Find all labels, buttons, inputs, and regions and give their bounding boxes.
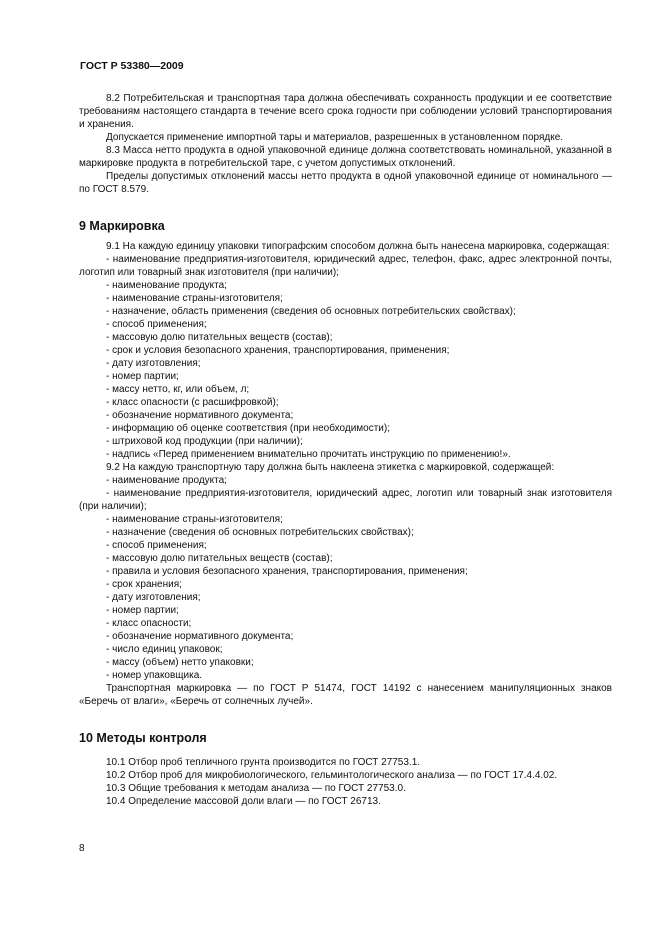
list-item: - срок хранения; [106, 579, 182, 590]
list-item: - назначение, область применения (сведения об основных потребительских свойствах); [106, 306, 516, 317]
list-item: - информацию об оценке соответствия (при необходимости); [106, 423, 390, 434]
paragraph-9-2: 9.2 На каждую транспортную тару должна быть наклеена этикетка с маркировкой, содержащей: [106, 462, 555, 473]
marking-list-9-1 [79, 279, 612, 461]
list-item: - наименование продукта; [106, 280, 227, 291]
list-item: - класс опасности; [106, 618, 192, 629]
list-item: - наименование страны-изготовителя; [106, 514, 283, 525]
list-item: - назначение (сведения об основных потребительских свойствах); [106, 527, 414, 538]
marking-list-9-2 [79, 513, 612, 682]
section-9-heading: 9 Маркировка [79, 219, 165, 233]
list-item: - дату изготовления; [106, 358, 201, 369]
page-content [79, 92, 612, 808]
paragraph-8-2: 8.2 Потребительская и транспортная тара должна обеспечивать сохранность продукции и ее соответствие требованиям настоящего стандарта в течение всего срока годности при соблюдении условий транспортирования и хранения. [79, 93, 612, 130]
list-item: 10.4 Определение массовой доли влаги — по ГОСТ 26713. [106, 796, 381, 807]
list-item: - обозначение нормативного документа; [106, 410, 294, 421]
list-item: - срок и условия безопасного хранения, транспортирования, применения; [106, 345, 450, 356]
list-item: - массу (объем) нетто упаковки; [106, 657, 254, 668]
paragraph-transport-marking: Транспортная маркировка — по ГОСТ Р 51474, ГОСТ 14192 с нанесением манипуляционных знаков «Беречь от влаги», «Беречь от солнечных лучей». [79, 683, 612, 707]
list-item: - обозначение нормативного документа; [106, 631, 294, 642]
paragraph-8-3-limits: Пределы допустимых отклонений массы нетто продукта в одной упаковочной единице от номинального — по ГОСТ 8.579. [79, 171, 612, 195]
list-item: - наименование продукта; [106, 475, 227, 486]
paragraph-8-2-import: Допускается применение импортной тары и материалов, разрешенных в установленном порядке. [106, 132, 564, 143]
document-code-header: ГОСТ Р 53380—2009 [80, 60, 184, 72]
paragraph-9-1: 9.1 На каждую единицу упаковки типографским способом должна быть нанесена маркировка, содержащая: [106, 241, 610, 252]
list-item: - массовую долю питательных веществ (состав); [106, 332, 333, 343]
list-item: - способ применения; [106, 319, 207, 330]
list-item: - номер упаковщика. [106, 670, 203, 681]
list-item: - правила и условия безопасного хранения, транспортирования, применения; [106, 566, 468, 577]
list-item: 10.2 Отбор проб для микробиологического, гельминтологического анализа — по ГОСТ 17.4.4.02. [106, 770, 558, 781]
list-item: - класс опасности (с расшифровкой); [106, 397, 279, 408]
list-item: - надпись «Перед применением внимательно прочитать инструкцию по применению!». [106, 449, 511, 460]
list-item: 10.3 Общие требования к методам анализа — по ГОСТ 27753.0. [106, 783, 406, 794]
list-item: - наименование страны-изготовителя; [106, 293, 283, 304]
list-item: - номер партии; [106, 371, 179, 382]
control-methods-list [79, 756, 612, 808]
list-item: 10.1 Отбор проб тепличного грунта производится по ГОСТ 27753.1. [106, 757, 421, 768]
list-item: - штриховой код продукции (при наличии); [106, 436, 303, 447]
list-item: - наименование предприятия-изготовителя, юридический адрес, телефон, факс, адрес электронной почты, логотип или товарный знак изготовителя (при наличии); [79, 254, 612, 278]
list-item: - номер партии; [106, 605, 179, 616]
list-item: - дату изготовления; [106, 592, 201, 603]
list-item: - способ применения; [106, 540, 207, 551]
list-item: - число единиц упаковок; [106, 644, 223, 655]
page-number: 8 [79, 843, 85, 854]
list-item: - наименование предприятия-изготовителя, юридический адрес, логотип или товарный знак изготовителя (при наличии); [79, 488, 612, 512]
list-item: - массу нетто, кг, или объем, л; [106, 384, 250, 395]
section-10-heading: 10 Методы контроля [79, 731, 207, 745]
list-item: - массовую долю питательных веществ (состав); [106, 553, 333, 564]
paragraph-8-3: 8.3 Масса нетто продукта в одной упаковочной единице должна соответствовать номинальной, указанной в маркировке продукта в потребительской таре, с учетом допустимых отклонений. [79, 145, 612, 169]
